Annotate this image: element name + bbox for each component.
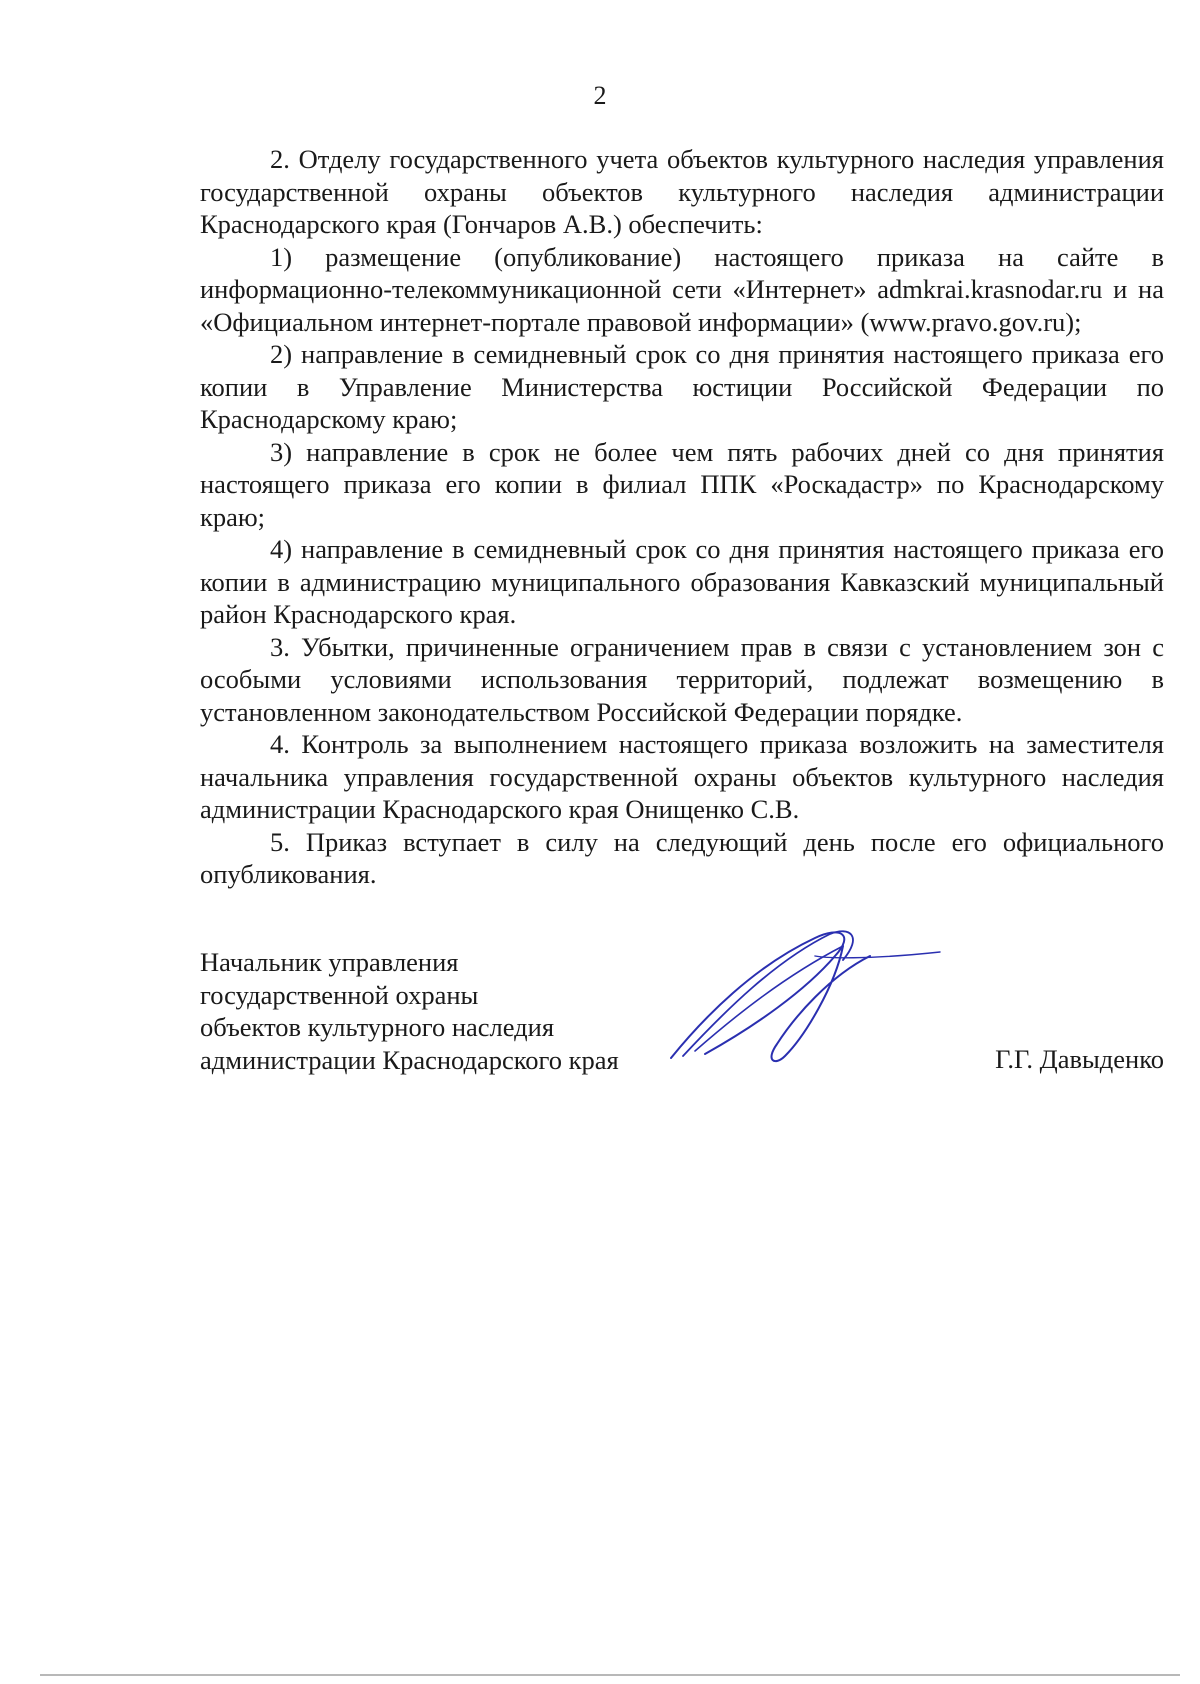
paragraph-item-4: 4. Контроль за выполнением настоящего приказа возложить на заместителя начальника управления государственной охраны объектов культурного наследия администрации Краснодарского края Онищенко С.В.: [200, 729, 1164, 824]
signer-title-line: Начальник управления: [200, 947, 459, 977]
paragraph-subitem-3: 3) направление в срок не более чем пять рабочих дней со дня принятия настоящего приказа его копии в филиал ППК «Роскадастр» по Краснодарскому краю;: [200, 436, 1164, 532]
signature-block: [200, 946, 1164, 1106]
signer-title-line: объектов культурного наследия: [200, 1012, 555, 1042]
paragraph-item-5: 5. Приказ вступает в силу на следующий день после его официального опубликования.: [200, 826, 1164, 889]
signer-title-line: администрации Краснодарского края: [200, 1044, 619, 1075]
paragraph-subitem-2: 2) направление в семидневный срок со дня принятия настоящего приказа его копии в Управление Министерства юстиции Российской Федерации по Краснодарскому краю;: [200, 339, 1164, 434]
signer-name: Г.Г. Давыденко: [995, 1044, 1164, 1074]
signature-ink: [671, 931, 940, 1061]
paragraph-item-3: 3. Убытки, причиненные ограничением прав в связи с установлением зон с особыми условиями использования территорий, подлежат возмещению в установленном законодательством Российской Федерации порядке.: [200, 631, 1164, 727]
signer-title: [200, 946, 619, 1076]
signer-title-line: государственной охраны: [200, 979, 479, 1010]
paragraph-item-2: 2. Отделу государственного учета объектов культурного наследия управления государственной охраны объектов культурного наследия администрации Краснодарского края (Гончаров А.В.) обеспечить:: [200, 144, 1164, 239]
page-bottom-edge: [40, 1674, 1180, 1676]
handwritten-signature: [665, 916, 945, 1066]
page-number: 2: [593, 81, 607, 110]
paragraph-subitem-1: 1) размещение (опубликование) настоящего приказа на сайте в информационно-телекоммуникационной сети «Интернет» admkrai.krasnodar.ru и на «Официальном интернет-портале правовой информации» (www.pravo.gov.ru);: [200, 241, 1164, 337]
paragraph-subitem-4: 4) направление в семидневный срок со дня принятия настоящего приказа его копии в администрацию муниципального образования Кавказский муниципальный район Краснодарского края.: [200, 534, 1164, 629]
document-body: [200, 143, 1164, 891]
